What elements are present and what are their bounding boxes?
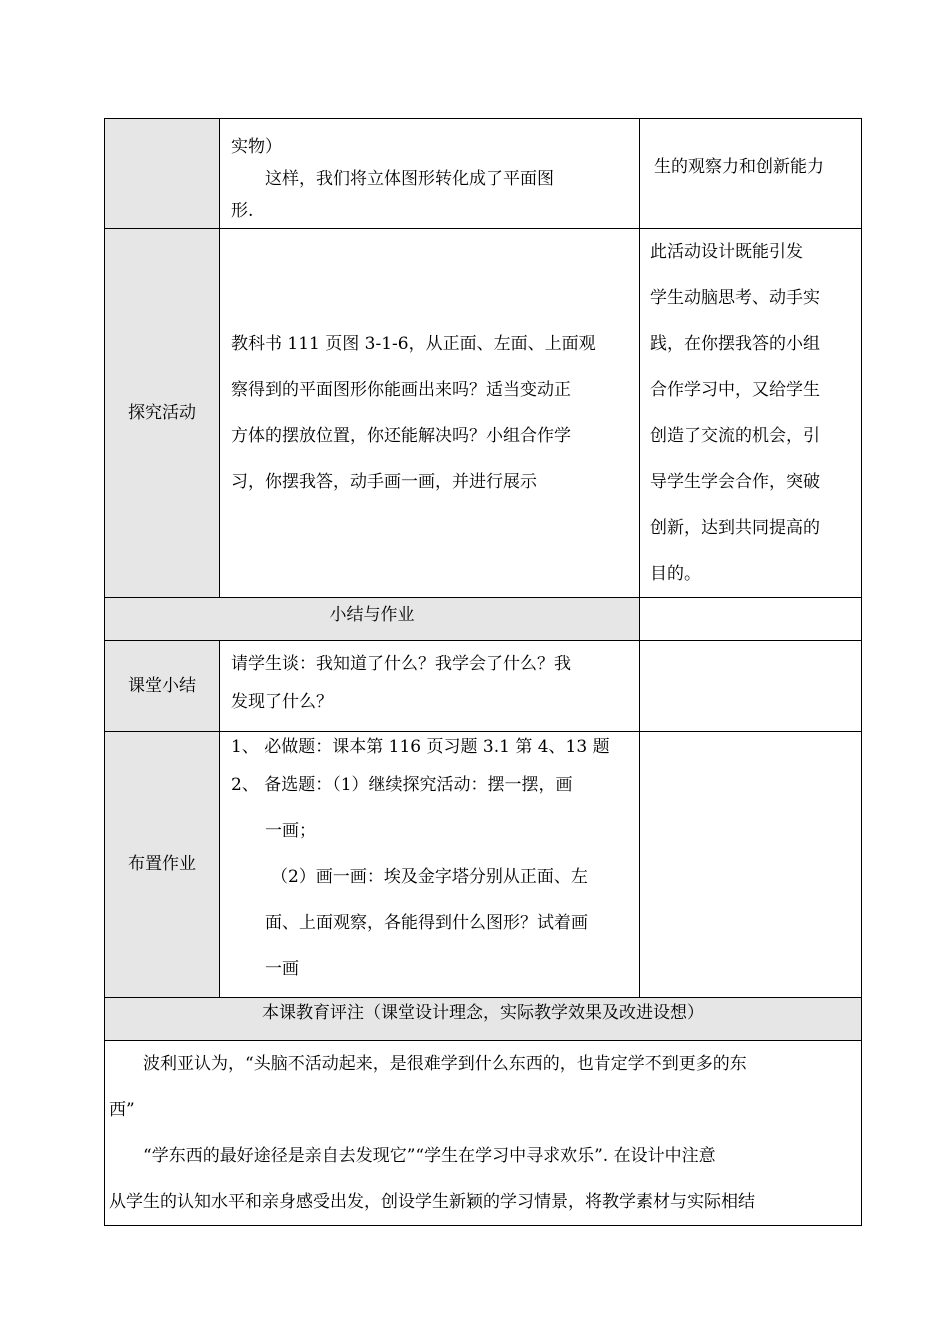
intent-cell (640, 119, 862, 229)
row-label: 探究活动 (105, 229, 220, 598)
section-header (105, 598, 640, 641)
row-label: 课堂小结 (105, 641, 220, 732)
content-line: 一画 (265, 959, 299, 979)
intent-line: 创造了交流的机会，引 (650, 426, 820, 446)
section-title: 本课教育评注（课堂设计理念，实际教学效果及改进设想） (262, 1003, 704, 1023)
content-line: 习，你摆我答，动手画一画，并进行展示 (231, 472, 537, 492)
content-line: 请学生谈：我知道了什么？我学会了什么？我 (231, 654, 571, 674)
lesson-plan-table (104, 118, 862, 1226)
content-line: 面、上面观察，各能得到什么图形？试着画 (265, 913, 588, 933)
commentary-line: 从学生的认知水平和亲身感受出发，创设学生新颖的学习情景，将教学素材与实际相结 (109, 1192, 755, 1212)
content-line: 发现了什么？ (231, 692, 333, 712)
table-row (105, 641, 862, 732)
table-row (105, 732, 862, 998)
row-label: 布置作业 (105, 732, 220, 998)
content-line: 方体的摆放位置，你还能解决吗？小组合作学 (231, 426, 571, 446)
section-title: 小结与作业 (329, 605, 415, 625)
content-line: 一画； (265, 821, 316, 841)
table-row (105, 229, 862, 598)
intent-line: 学生动脑思考、动手实 (650, 288, 820, 308)
section-header (105, 998, 862, 1041)
intent-cell (640, 229, 862, 598)
content-cell (220, 641, 640, 732)
intent-line: 导学生学会合作，突破 (650, 472, 820, 492)
content-line: 1、 必做题：课本第 116 页习题 3.1 第 4、13 题 (231, 737, 610, 757)
table-row (105, 598, 862, 641)
intent-line: 生的观察力和创新能力 (654, 157, 824, 177)
content-cell (220, 229, 640, 598)
intent-line: 创新，达到共同提高的 (650, 518, 820, 538)
content-cell (220, 119, 640, 229)
commentary-cell (105, 1041, 862, 1226)
content-line: 这样，我们将立体图形转化成了平面图 (265, 169, 554, 189)
intent-line: 目的。 (650, 564, 701, 584)
commentary-line: 波利亚认为，“头脑不活动起来，是很难学到什么东西的，也肯定学不到更多的东 (143, 1054, 747, 1074)
table-row (105, 1041, 862, 1226)
table-row (105, 998, 862, 1041)
empty-cell (640, 641, 862, 732)
table-row (105, 119, 862, 229)
content-line: （2）画一画：埃及金字塔分别从正面、左 (271, 867, 588, 887)
intent-line: 践，在你摆我答的小组 (650, 334, 820, 354)
commentary-line: 西” (109, 1100, 135, 1120)
intent-line: 合作学习中，又给学生 (650, 380, 820, 400)
empty-cell (640, 732, 862, 998)
content-line: 察得到的平面图形你能画出来吗？适当变动正 (231, 380, 571, 400)
content-cell (220, 732, 640, 998)
content-line: 教科书 111 页图 3-1-6，从正面、左面、上面观 (231, 334, 596, 354)
content-line: 2、 备选题：（1）继续探究活动：摆一摆，画 (231, 775, 573, 795)
row-label-empty (105, 119, 220, 229)
intent-line: 此活动设计既能引发 (650, 242, 803, 262)
empty-cell (640, 598, 862, 641)
content-line: 实物） (231, 137, 282, 157)
content-line: 形. (231, 201, 254, 221)
commentary-line: “学东西的最好途径是亲自去发现它”“学生在学习中寻求欢乐”. 在设计中注意 (143, 1146, 716, 1166)
